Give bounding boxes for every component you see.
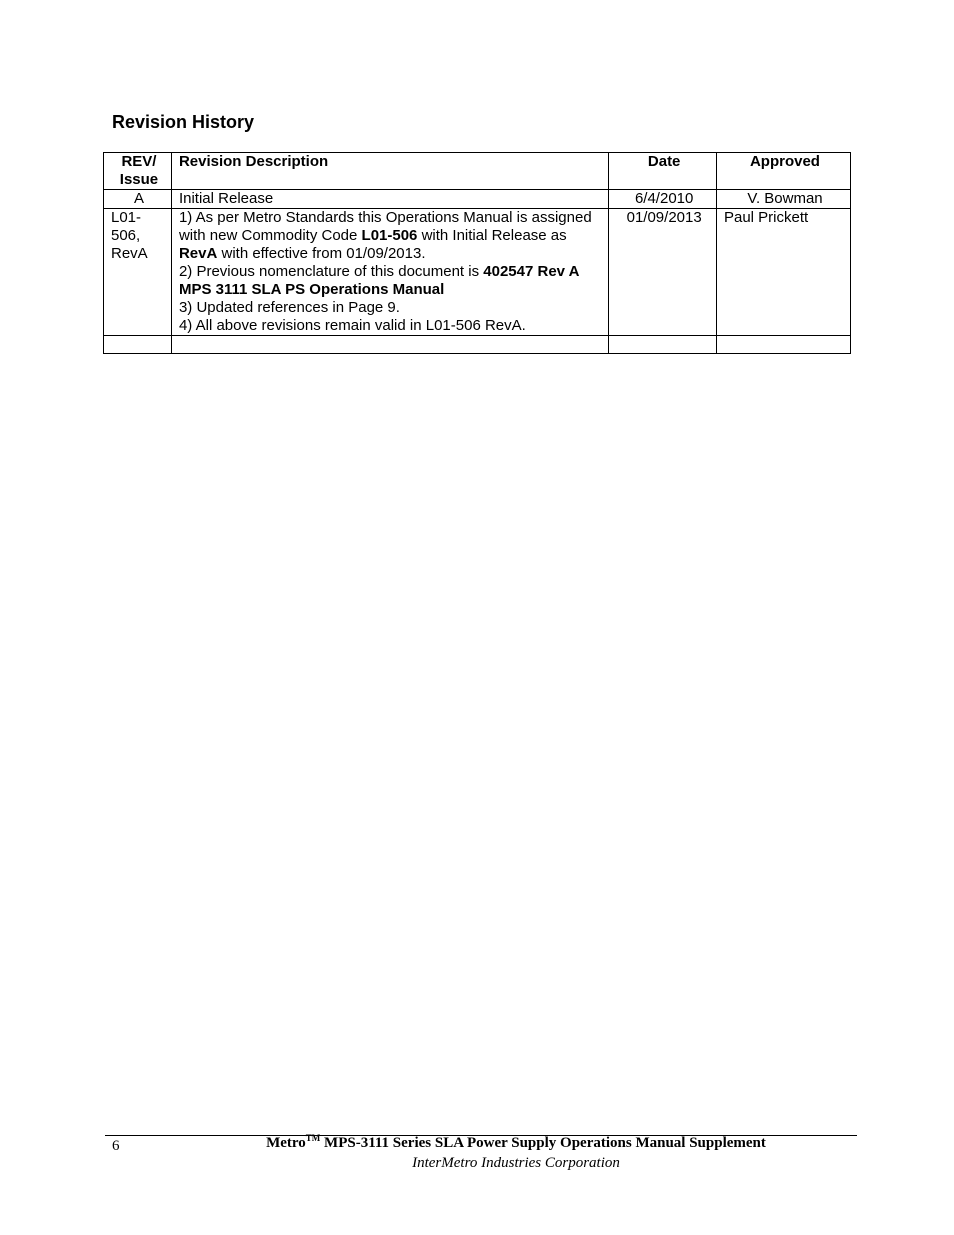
row1-rev: A — [104, 190, 172, 209]
previous-doc-number: 402547 Rev A — [483, 263, 580, 280]
header-description: Revision Description — [171, 153, 608, 190]
row2-rev — [104, 209, 172, 336]
row2-approved: Paul Prickett — [716, 209, 850, 336]
page-number: 6 — [112, 1138, 120, 1154]
header-approved: Approved — [716, 153, 850, 190]
row2-description — [171, 209, 608, 336]
empty-cell — [716, 336, 850, 354]
table-row — [104, 336, 851, 354]
row2-rev-line2: 506, — [111, 227, 141, 244]
empty-cell — [104, 336, 172, 354]
rev-label-bold: RevA — [178, 245, 218, 262]
table-row — [104, 190, 851, 209]
header-issue-label: Issue — [119, 171, 159, 188]
table-row — [104, 209, 851, 336]
header-rev-label: REV/ — [121, 153, 157, 170]
trademark-mark: TM — [305, 1133, 321, 1143]
desc-line-2a: with new Commodity Code — [178, 227, 362, 244]
header-rev-issue — [104, 153, 172, 190]
revision-history-table — [103, 152, 851, 354]
footer-brand: Metro — [266, 1135, 306, 1151]
row2-rev-line1: L01- — [111, 209, 142, 226]
header-date: Date — [609, 153, 717, 190]
table-header-row — [104, 153, 851, 190]
page-heading: Revision History — [112, 112, 255, 132]
desc-line-2b: with Initial Release as — [417, 227, 567, 244]
row1-approved: V. Bowman — [716, 190, 850, 209]
footer-title — [180, 1133, 852, 1152]
desc-line-1: 1) As per Metro Standards this Operations Manual is assigned — [178, 209, 592, 226]
row1-description: Initial Release — [171, 190, 608, 209]
row2-rev-line3: RevA — [111, 245, 148, 262]
desc-line-4: 2) Previous nomenclature of this document is — [178, 263, 484, 280]
desc-line-7: 4) All above revisions remain valid in L01-506 RevA. — [178, 317, 526, 334]
footer-company: InterMetro Industries Corporation — [412, 1155, 620, 1171]
footer-title-text: MPS-3111 Series SLA Power Supply Operations Manual Supplement — [320, 1135, 766, 1151]
desc-line-3: with effective from 01/09/2013. — [217, 245, 426, 262]
empty-cell — [609, 336, 717, 354]
previous-doc-title: MPS 3111 SLA PS Operations Manual — [178, 281, 445, 298]
commodity-code: L01-506 — [361, 227, 418, 244]
desc-line-6: 3) Updated references in Page 9. — [178, 299, 400, 316]
row1-date: 6/4/2010 — [609, 190, 717, 209]
empty-cell — [171, 336, 608, 354]
row2-date: 01/09/2013 — [609, 209, 717, 336]
